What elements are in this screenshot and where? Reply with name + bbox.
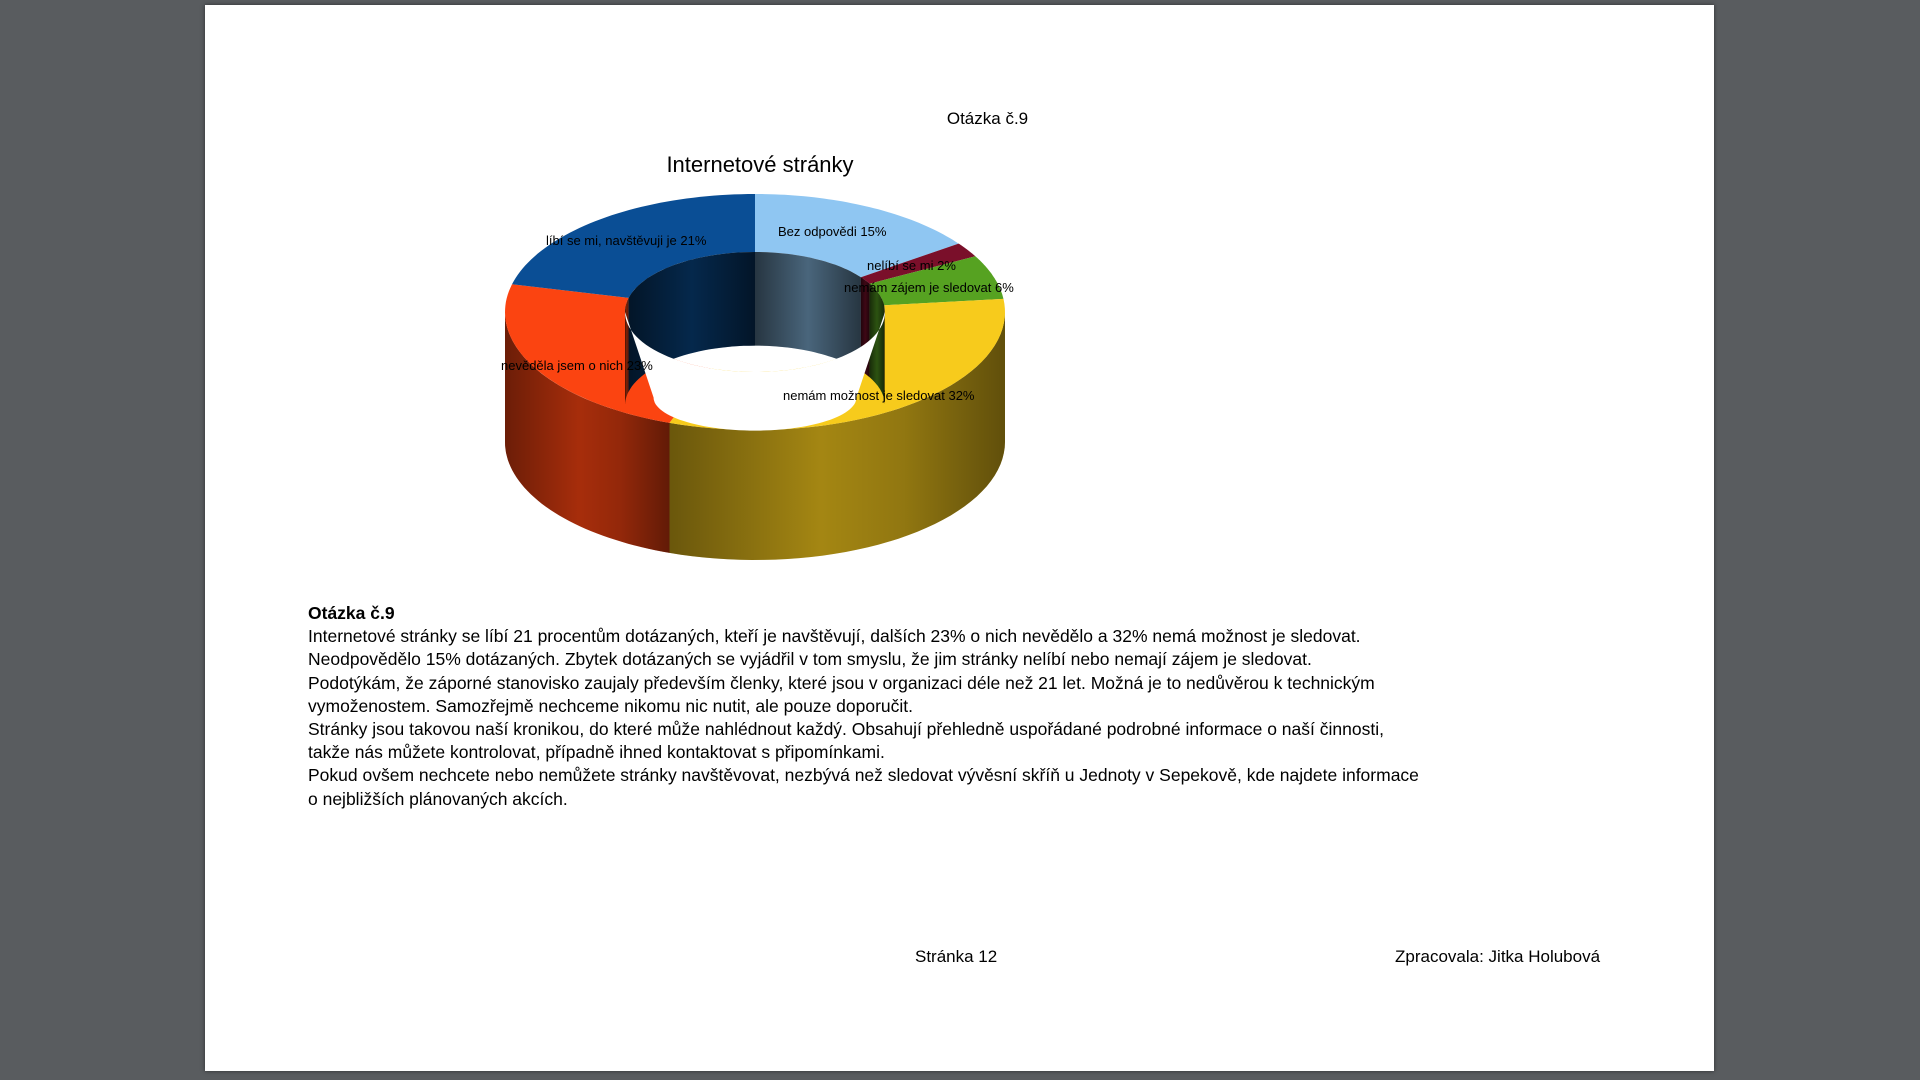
slice-label: nemám možnost je sledovat 32% (783, 388, 975, 403)
slice-label: nevěděla jsem o nich 23% (501, 358, 653, 373)
document-page (205, 5, 1714, 1071)
text-line: o nejbližších plánovaných akcích. (308, 788, 568, 809)
slice-label: líbí se mi, navštěvuji je 21% (546, 233, 707, 248)
text-line: Podotýkám, že záporné stanovisko zaujaly především členky, které jsou v organizaci déle než 21 let. Možná je to nedůvěrou k technickým (308, 672, 1375, 693)
donut-chart (205, 5, 1714, 585)
slice-inner-shading (755, 252, 861, 371)
slice-label: Bez odpovědi 15% (778, 224, 887, 239)
text-line: Internetové stránky se líbí 21 procentům dotázaných, kteří je navštěvují, dalších 23% o nich nevědělo a 32% nemá možnost je sledovat. (308, 626, 1361, 647)
chart-title: Internetové stránky (666, 152, 854, 177)
text-line: Neodpovědělo 15% dotázaných. Zbytek dotázaných se vyjádřil v tom smyslu, že jim stránky nelíbí nebo nemají zájem je sledovat. (308, 649, 1312, 670)
text-line: takže nás můžete kontrolovat, případně ihned kontaktovat s připomínkami. (308, 742, 885, 763)
slice-label: nelíbí se mi 2% (867, 258, 956, 273)
slice-label: nemám zájem je sledovat 6% (844, 280, 1014, 295)
page-header: Otázka č.9 (946, 109, 1029, 128)
text-line: Pokud ovšem nechcete nebo nemůžete stránky navštěvovat, nezbývá než sledovat vývěsní skříň u Jednoty v Sepekově, kde najdete informace (308, 765, 1419, 786)
text-line: Stránky jsou takovou naší kronikou, do které může nahlédnout každý. Obsahují přehledně uspořádané podrobné informace o naší činnosti, (308, 719, 1384, 740)
body-text (308, 602, 1508, 811)
text-heading: Otázka č.9 (308, 603, 395, 623)
footer-author: Zpracovala: Jitka Holubová (1395, 947, 1601, 966)
footer-page-number: Stránka 12 (915, 947, 998, 966)
text-line: vymoženostem. Samozřejmě nechceme nikomu nic nutit, ale pouze doporučit. (308, 695, 914, 716)
